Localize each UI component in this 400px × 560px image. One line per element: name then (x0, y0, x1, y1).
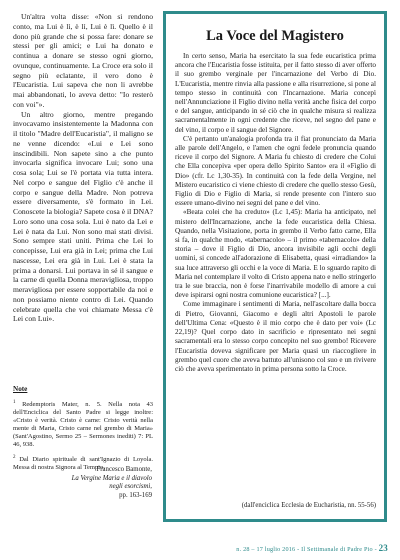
note-1-number: 1 (13, 400, 16, 405)
page-number: 23 (378, 543, 388, 553)
note-1 (13, 399, 153, 449)
box-paragraph-4: Come immaginare i sentimenti di Maria, nell'ascoltare dalla bocca di Pietro, Giovanni, Giacomo e degli altri Apostoli le parole dell'Ultima Cena: «Questo è il mio corpo che è dato per voi» (Lc 22,19)? Quel corpo dato in sacrificio e ripresentato nei segni sacramentali era lo stesso corpo concepito nel suo grembo! Ricevere l'Eucaristia doveva significare per Maria quasi un riaccogliere in grembo quel cuore che aveva battuto all'unisono col suo e un rivivere ciò che aveva sperimentato in prima persona sotto la Croce. (175, 300, 376, 373)
notes-heading: Note (13, 385, 28, 393)
signature-block (12, 466, 152, 500)
left-paragraph-2: Un altro giorno, mentre pregando invocavamo insistentemente la Madonna con il titolo "Madre dell'Eucaristia", il maligno se ne venne dicendo: «Lui e Lei sono inscindibili. Non sapete sino a che punto invocarla significa invocare Lui; sono una cosa sola; Lui se l'è portata via tutta intera. Nel corpo e sangue del Figlio c'è anche il corpo e sangue della Madre. Non potreva essere diversamente, s'è formato in Lei. Conoscete la biologia? Sapete cosa è il DNA? Loro sono una cosa sola. Lui è nato da Lei e Lei è nata da Lui. Non sono mai stati divisi. Sono sempre stati uniti. Prima che Lei lo concepisse, Lui era già in Lei; prima che Lui nascesse, Lei era già in Lui. Lei è stata la prima a donarsi. Lui portava in sé il sangue e la carne di quella Donna meravigliosa, troppo meravigliosa per essere sopportabile da noi e non possiamo niente contro di Lei. Quando celebrate quella che voi chiamate Messa c'è Lei con Lui». (13, 109, 153, 324)
box-paragraph-2: C'è pertanto un'analogia profonda tra il fiat pronunciato da Maria alle parole dell'Angelo, e l'amen che ogni fedele pronuncia quando riceve il corpo del Signore. A Maria fu chiesto di credere che Colui che Ella concepiva «per opera dello Spirito Santo» era il «Figlio di Dio» (cfr. Lc 1,30-35). In continuità con la fede della Vergine, nel Mistero eucaristico ci viene chiesto di credere che quello stesso Gesù, Figlio di Dio e Figlio di Maria, si rende presente con l'intero suo essere umano-divino nei segni del pane e del vino. (175, 134, 376, 208)
signature-title-1: La Vergine Maria e il diavolo (71, 474, 152, 482)
note-2-number: 2 (13, 455, 16, 461)
footer-issue: n. 28 – 17 luglio 2016 - Il Settimanale di Padre Pio - (236, 546, 377, 553)
page-footer (236, 543, 388, 553)
signature-author: Francesco Bamonte, (96, 466, 152, 473)
magistero-box (163, 11, 387, 522)
box-title: La Voce del Magistero (206, 28, 344, 44)
box-paragraph-1: In certo senso, Maria ha esercitato la sua fede eucaristica prima ancora che l'Eucaristia fosse istituita, per il fatto stesso di aver offerto il suo grembo verginale per l'incarnazione del Verbo di Dio. L'Eucaristia, mentre rinvia alla passione e alla risurrezione, si pone al tempo stesso in continuità con l'Incarnazione. Maria concepì nell'Annunciazione il Figlio divino nella verità anche fisica del corpo e del sangue, anticipando in sé ciò che in qualche misura si realizza sacramentalmente in ogni credente che riceve, nel segno del pane e del vino, il corpo e il sangue del Signore. (175, 52, 376, 134)
signature-pages: pp. 163-169 (119, 491, 152, 499)
box-body (175, 52, 376, 374)
note-2-text: Dal Diario spirituale di sant'Ignazio di Loyola. Messa di nostra Signora al Tempio. (13, 456, 153, 472)
left-column (13, 12, 153, 324)
box-source: (dall'enciclica Ecclesia de Eucharistia, nn. 55-56) (241, 502, 376, 509)
box-paragraph-3: «Beata colei che ha creduto» (Lc 1,45): Maria ha anticipato, nel mistero dell'Incarnazione, anche la fede eucaristica della Chiesa. Quando, nella Visitazione, porta in grembo il Verbo fatto carne, Ella si fa, in qualche modo, «tabernacolo» – il primo «tabernacolo» della storia – dove il Figlio di Dio, ancora invisibile agli occhi degli uomini, si concede all'adorazione di Elisabetta, quasi «irradiando» la sua luce attraverso gli occhi e la voce di Maria. E lo sguardo rapito di Maria nel contemplare il volto di Cristo appena nato e nello stringerlo tra le sue braccia, non è forse l'inarrivabile modello di amore a cui deve ispirarsi ogni nostra comunione eucaristica? [...]. (175, 208, 376, 300)
note-1-text: Redemptoris Mater, n. 5. Nella nota 43 dell'Enciclica del Santo Padre si legge inoltre: «Cristo è verità. Cristo è carne: Cristo verità nella mente di Maria, Cristo carne nel grembo di Maria» (Sant'Agostino, Sermo 25 – Sermones inediti) 7: PL 46, 938. (13, 401, 154, 449)
signature-title-2: negli esorcismi, (109, 483, 152, 491)
left-paragraph-1: Un'altra volta disse: «Non si rendono conto, ma Lui è lì, è lì, Lui è lì. Quello è il dono più grande che si possa fare: donare se stessi per gli amici; e Lui ha donato e continua a donare se stesso ogni giorno, ovunque, continuamente. La Croce era solo il segno più eclatante, il vero dono è l'Eucaristia. Lui sapeva che non li avrebbe mai abbandonati, lo aveva detto: "Io resterò con voi"». (13, 12, 153, 109)
